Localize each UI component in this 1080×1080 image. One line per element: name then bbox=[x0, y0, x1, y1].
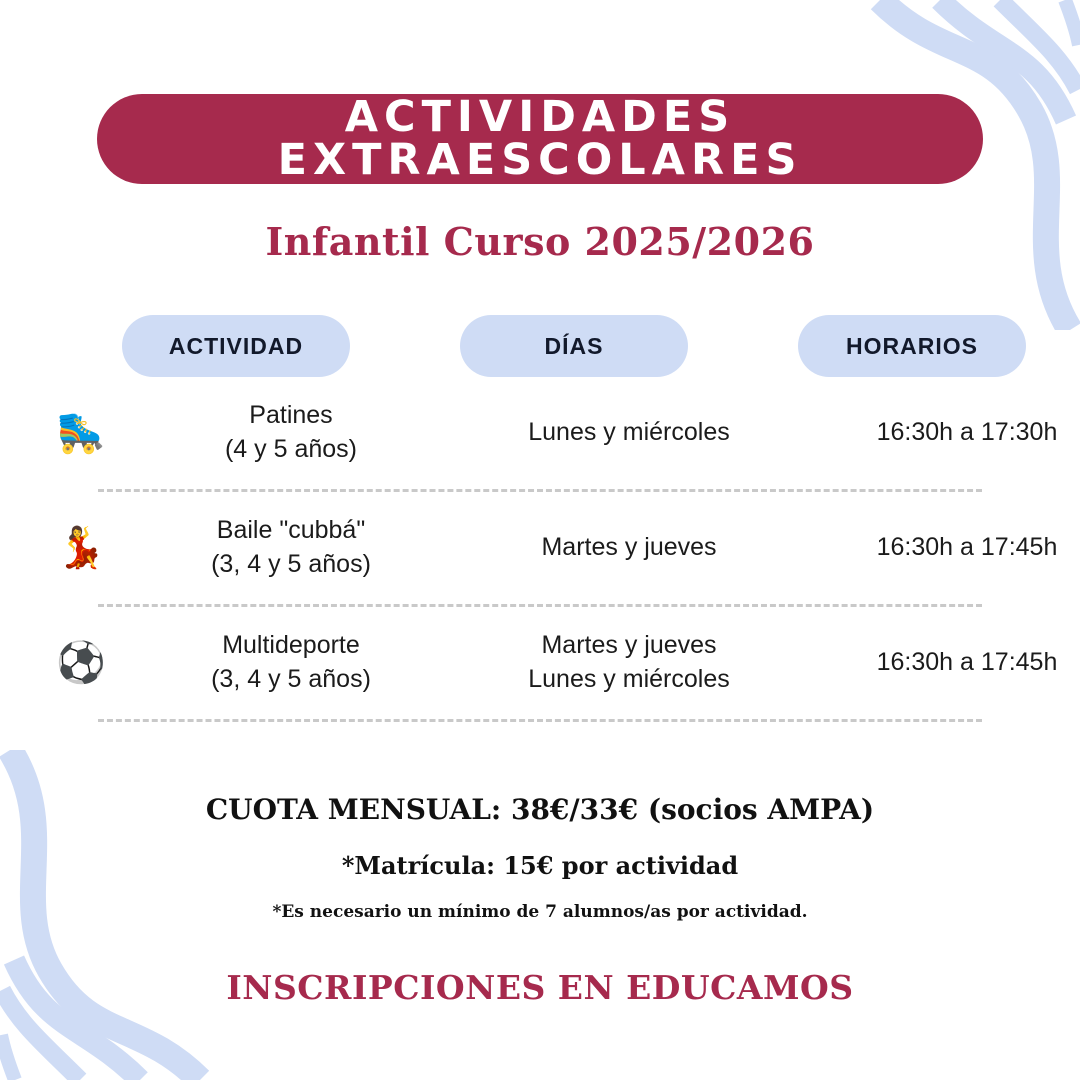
activity-ages: (3, 4 y 5 años) bbox=[211, 665, 371, 693]
activity-name: Patines bbox=[249, 401, 333, 430]
activities-table bbox=[40, 315, 1058, 722]
registration-call-to-action: INSCRIPCIONES EN EDUCAMOS bbox=[226, 968, 854, 1007]
schedule-cell bbox=[798, 646, 1080, 680]
schedule-line-1: 16:30h a 17:45h bbox=[876, 648, 1058, 677]
days-line-1: Martes y jueves bbox=[541, 631, 717, 660]
days-cell bbox=[460, 531, 798, 565]
activity-cell bbox=[122, 399, 460, 467]
days-line-2: Lunes y miércoles bbox=[528, 665, 730, 693]
table-row bbox=[40, 492, 1058, 604]
minimum-students-note: *Es necesario un mínimo de 7 alumnos/as por actividad. bbox=[272, 902, 808, 922]
table-header-row bbox=[40, 315, 1040, 377]
days-line-1: Lunes y miércoles bbox=[528, 418, 730, 447]
activity-cell bbox=[122, 514, 460, 582]
schedule-line-1: 16:30h a 17:30h bbox=[876, 418, 1058, 447]
column-header-actividad: ACTIVIDAD bbox=[122, 315, 350, 377]
activity-ages: (4 y 5 años) bbox=[224, 435, 357, 463]
activity-name: Baile "cubbá" bbox=[216, 516, 366, 545]
activity-cell bbox=[122, 629, 460, 697]
enrollment-fee-text: *Matrícula: 15€ por actividad bbox=[341, 851, 739, 880]
schedule-line-1: 16:30h a 17:45h bbox=[876, 533, 1058, 562]
roller-skate-icon: 🛼 bbox=[56, 411, 106, 455]
days-cell bbox=[460, 416, 798, 450]
row-divider bbox=[98, 719, 982, 722]
days-line-1: Martes y jueves bbox=[541, 533, 717, 562]
days-cell bbox=[460, 629, 798, 697]
column-header-dias: DÍAS bbox=[460, 315, 688, 377]
sports-balls-icon: ⚽ bbox=[56, 641, 106, 685]
dancer-icon: 💃 bbox=[56, 526, 106, 570]
page-title: ACTIVIDADES EXTRAESCOLARES bbox=[277, 92, 803, 185]
monthly-fee-text: CUOTA MENSUAL: 38€/33€ (socios AMPA) bbox=[205, 793, 875, 826]
activity-name: Multideporte bbox=[222, 631, 360, 660]
page-title-banner bbox=[97, 94, 983, 184]
schedule-cell bbox=[798, 531, 1080, 565]
schedule-cell bbox=[798, 416, 1080, 450]
table-row bbox=[40, 607, 1058, 719]
activity-ages: (3, 4 y 5 años) bbox=[211, 550, 371, 578]
table-row bbox=[40, 377, 1058, 489]
page-subtitle: Infantil Curso 2025/2026 bbox=[265, 219, 815, 264]
column-header-horarios: HORARIOS bbox=[798, 315, 1026, 377]
